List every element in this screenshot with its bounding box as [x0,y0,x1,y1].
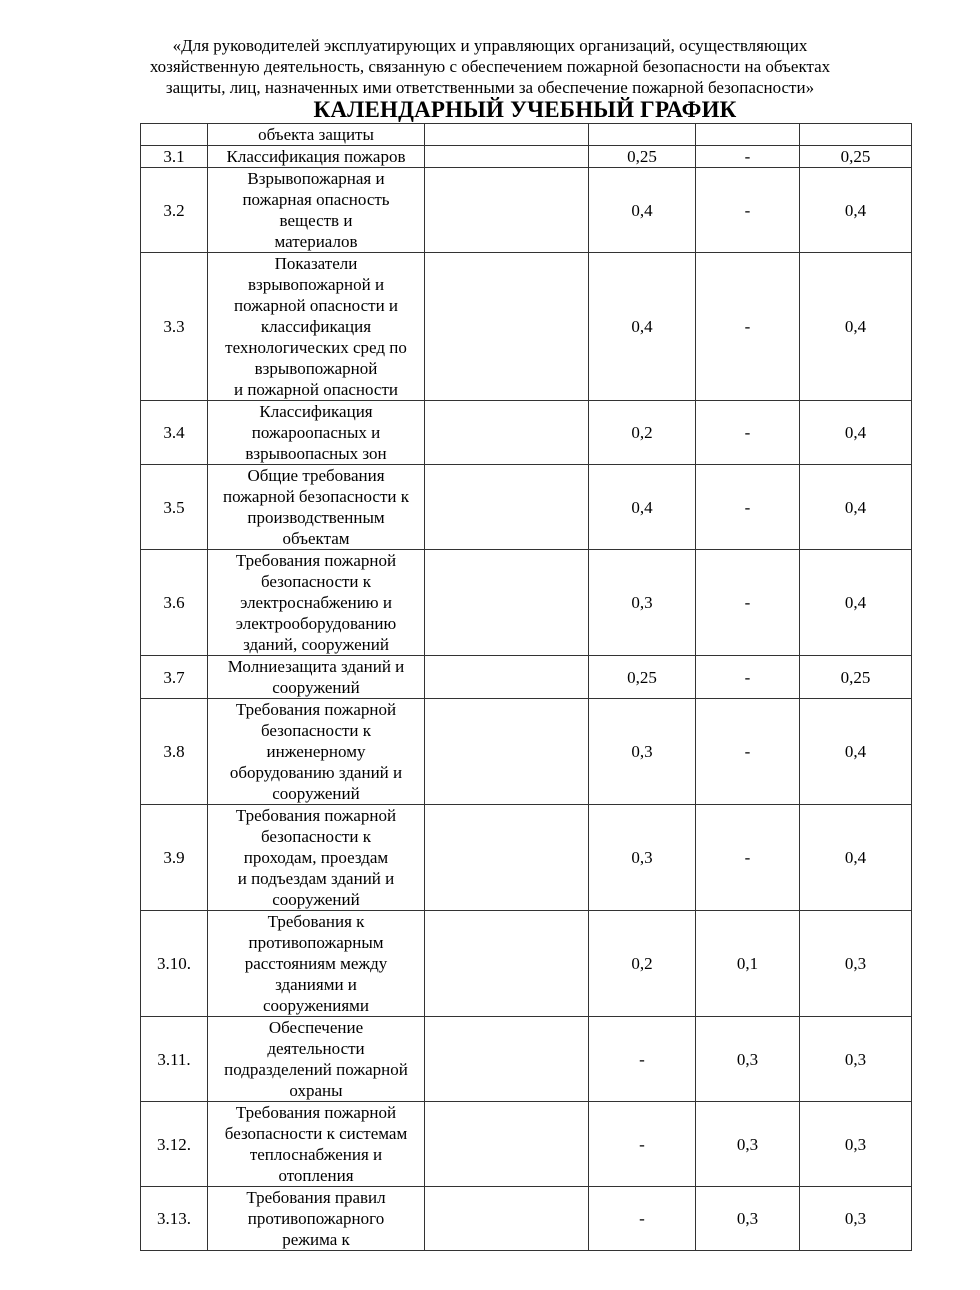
topic-cell [208,699,425,805]
empty-cell [425,699,589,805]
row-number-cell: 3.3 [141,253,208,401]
topic-line: взрывопожарной [254,359,378,378]
table-row [141,656,912,699]
hours-cell-2: 0,3 [696,1187,800,1251]
topic-line: безопасности к [260,721,372,740]
topic-line: сооружений [272,678,360,697]
topic-cell [208,805,425,911]
topic-line: Обеспечение [268,1018,364,1037]
topic-line: противопожарным [248,933,384,952]
hours-cell-total: 0,25 [800,146,912,168]
topic-line: сооружений [272,784,360,803]
topic-cell [208,1187,425,1251]
table-row [141,805,912,911]
topic-line: деятельности [267,1039,365,1058]
hours-cell-1: - [589,1017,696,1102]
row-number-cell: 3.2 [141,168,208,253]
topic-line: производственным [247,508,385,527]
topic-line: электроснабжению и [240,593,392,612]
hours-cell-1: - [589,1187,696,1251]
topic-line: и подъездам зданий и [237,869,395,888]
hours-cell-1: 0,2 [589,911,696,1017]
topic-cell [208,1102,425,1187]
topic-line: противопожарного [247,1209,385,1228]
hours-cell-total: 0,3 [800,1187,912,1251]
row-number-cell: 3.9 [141,805,208,911]
empty-cell [425,253,589,401]
hours-cell-2: 0,3 [696,1102,800,1187]
header-line-2: хозяйственную деятельность, связанную с обеспечением пожарной безопасности на объектах [149,57,831,76]
topic-line: режима к [282,1230,350,1249]
topic-cell [208,911,425,1017]
topic-cell [208,401,425,465]
topic-line: Классификация [259,402,373,421]
hours-cell-2: 0,3 [696,1017,800,1102]
topic-line: зданиями и [275,975,357,994]
topic-line: материалов [274,232,358,251]
topic-line: электрооборудованию [235,614,397,633]
topic-line: инженерному [266,742,366,761]
empty-cell [425,1102,589,1187]
topic-line: охраны [289,1081,343,1100]
hours-cell-2: - [696,550,800,656]
topic-line: объектам [282,529,350,548]
topic-line: объекта защиты [258,125,374,144]
topic-line: Требования правил [246,1188,386,1207]
hours-cell-total: 0,4 [800,168,912,253]
table-row [141,124,912,146]
table-row [141,146,912,168]
row-number-cell: 3.13. [141,1187,208,1251]
topic-line: пожарной опасности и [233,296,399,315]
empty-cell [425,124,589,146]
hours-cell-total [800,124,912,146]
hours-cell-2: 0,1 [696,911,800,1017]
topic-line: пожароопасных и [251,423,381,442]
topic-cell [208,465,425,550]
hours-cell-1: 0,2 [589,401,696,465]
table-row [141,465,912,550]
row-number-cell: 3.1 [141,146,208,168]
row-number-cell [141,124,208,146]
table-row [141,911,912,1017]
page-title: КАЛЕНДАРНЫЙ УЧЕБНЫЙ ГРАФИК [313,97,737,122]
hours-cell-2: - [696,699,800,805]
topic-line: классификация [260,317,372,336]
table-row [141,699,912,805]
table-row [141,1102,912,1187]
topic-line: Классификация пожаров [226,147,406,166]
topic-cell [208,253,425,401]
row-number-cell: 3.11. [141,1017,208,1102]
topic-line: Требования пожарной [235,551,397,570]
hours-cell-2: - [696,146,800,168]
hours-cell-2: - [696,253,800,401]
row-number-cell: 3.4 [141,401,208,465]
empty-cell [425,805,589,911]
header-line-1: «Для руководителей эксплуатирующих и управляющих организаций, осуществляющих [172,36,808,55]
hours-cell-1: 0,3 [589,805,696,911]
hours-cell-1: 0,25 [589,146,696,168]
topic-cell [208,550,425,656]
table-row [141,1187,912,1251]
hours-cell-2: - [696,656,800,699]
topic-line: сооружениями [262,996,370,1015]
hours-cell-1 [589,124,696,146]
hours-cell-1: 0,4 [589,253,696,401]
hours-cell-total: 0,3 [800,911,912,1017]
hours-cell-total: 0,4 [800,465,912,550]
empty-cell [425,401,589,465]
topic-line: расстояниям между [244,954,388,973]
empty-cell [425,168,589,253]
empty-cell [425,465,589,550]
table-row [141,253,912,401]
topic-line: Требования пожарной [235,700,397,719]
topic-cell [208,656,425,699]
topic-line: зданий, сооружений [243,635,389,654]
topic-line: безопасности к системам [224,1124,408,1143]
topic-line: теплоснабжения и [249,1145,383,1164]
topic-line: и пожарной опасности [233,380,399,399]
topic-line: взрывопожарной и [247,275,385,294]
hours-cell-2: - [696,805,800,911]
row-number-cell: 3.10. [141,911,208,1017]
hours-cell-1: 0,4 [589,168,696,253]
empty-cell [425,146,589,168]
hours-cell-total: 0,3 [800,1017,912,1102]
topic-cell [208,124,425,146]
hours-cell-total: 0,4 [800,550,912,656]
row-number-cell: 3.7 [141,656,208,699]
topic-line: проходам, проездам [243,848,389,867]
row-number-cell: 3.12. [141,1102,208,1187]
hours-cell-1: 0,4 [589,465,696,550]
schedule-table [140,123,912,1251]
empty-cell [425,1017,589,1102]
topic-line: пожарная опасность [242,190,390,209]
hours-cell-1: 0,25 [589,656,696,699]
topic-line: Требования пожарной [235,1103,397,1122]
topic-line: оборудованию зданий и [229,763,403,782]
topic-line: Молниезащита зданий и [227,657,405,676]
hours-cell-total: 0,3 [800,1102,912,1187]
hours-cell-2 [696,124,800,146]
hours-cell-1: - [589,1102,696,1187]
table-row [141,1017,912,1102]
hours-cell-total: 0,25 [800,656,912,699]
hours-cell-1: 0,3 [589,699,696,805]
row-number-cell: 3.5 [141,465,208,550]
topic-line: отопления [278,1166,354,1185]
topic-line: Требования пожарной [235,806,397,825]
topic-line: Общие требования [247,466,385,485]
hours-cell-2: - [696,465,800,550]
table-row [141,401,912,465]
topic-cell [208,168,425,253]
topic-line: подразделений пожарной [224,1060,408,1079]
hours-cell-total: 0,4 [800,253,912,401]
header-line-3: защиты, лиц, назначенных ими ответственными за обеспечение пожарной безопасности» [165,78,815,97]
topic-cell [208,1017,425,1102]
topic-line: безопасности к [260,572,372,591]
empty-cell [425,911,589,1017]
hours-cell-1: 0,3 [589,550,696,656]
table-row [141,168,912,253]
hours-cell-total: 0,4 [800,805,912,911]
topic-line: пожарной безопасности к [223,487,409,506]
topic-line: сооружений [272,890,360,909]
topic-line: технологических сред по [225,338,407,357]
hours-cell-total: 0,4 [800,699,912,805]
empty-cell [425,550,589,656]
schedule-table-body [141,124,912,1251]
topic-cell [208,146,425,168]
row-number-cell: 3.8 [141,699,208,805]
empty-cell [425,1187,589,1251]
hours-cell-total: 0,4 [800,401,912,465]
empty-cell [425,656,589,699]
topic-line: веществ и [279,211,353,230]
topic-line: Требования к [267,912,365,931]
row-number-cell: 3.6 [141,550,208,656]
hours-cell-2: - [696,168,800,253]
topic-line: взрывоопасных зон [245,444,387,463]
topic-line: безопасности к [260,827,372,846]
topic-line: Взрывопожарная и [247,169,385,188]
table-row [141,550,912,656]
topic-line: Показатели [274,254,358,273]
hours-cell-2: - [696,401,800,465]
